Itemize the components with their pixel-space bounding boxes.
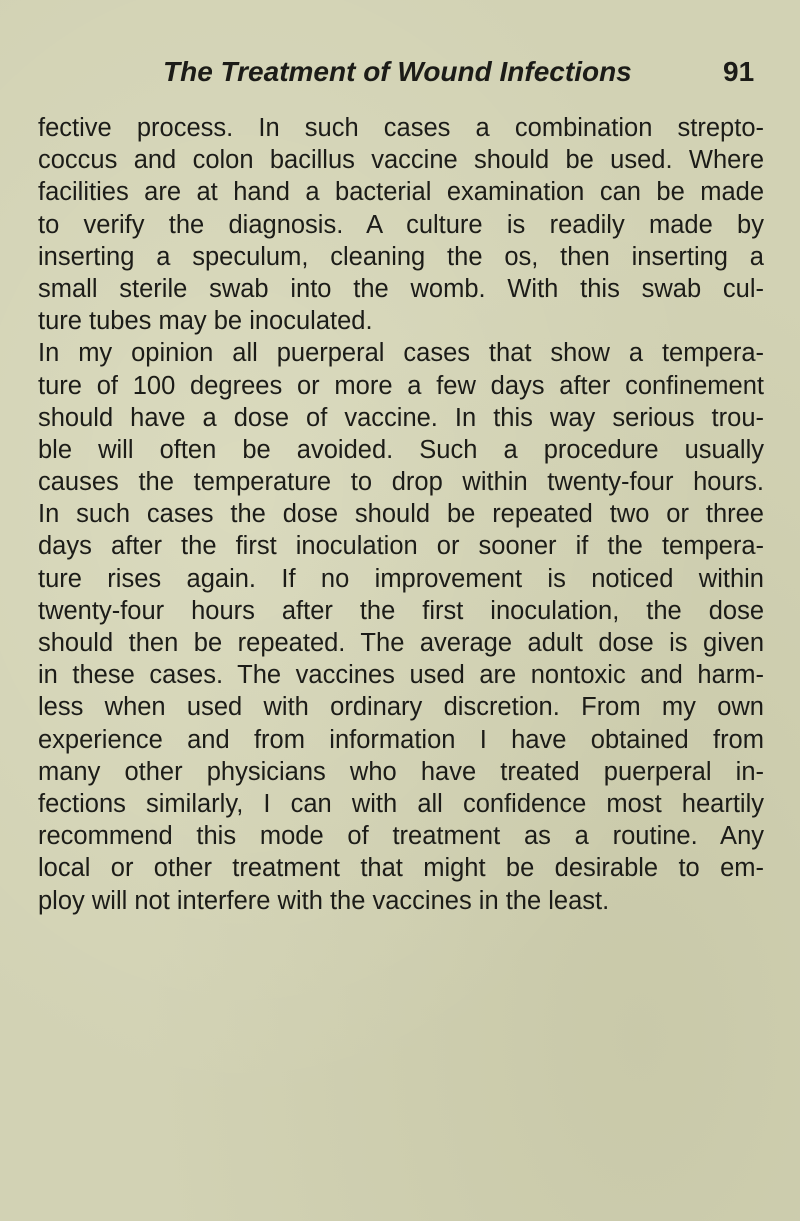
text-line: days after the first inoculation or sooner if the tempera- [38, 532, 764, 561]
text-line: facilities are at hand a bacterial examination can be made [38, 178, 764, 207]
text-line: ture tubes may be inoculated. [38, 307, 373, 336]
text-line: In my opinion all puerperal cases that show a tempera- [38, 339, 764, 368]
page-number: 91 [723, 56, 755, 87]
body-text [38, 112, 764, 917]
text-line: in these cases. The vaccines used are nontoxic and harm- [38, 661, 764, 690]
text-line: ploy will not interfere with the vaccines in the least. [38, 886, 610, 915]
text-line: twenty-four hours after the first inoculation, the dose [38, 596, 764, 625]
text-line: should have a dose of vaccine. In this way serious trou- [38, 403, 764, 432]
text-line: experience and from information I have obtained from [38, 725, 764, 754]
text-line: coccus and colon bacillus vaccine should be used. Where [38, 146, 764, 175]
text-line: recommend this mode of treatment as a routine. Any [38, 822, 764, 851]
text-line: causes the temperature to drop within twenty-four hours. [38, 468, 764, 497]
text-line: should then be repeated. The average adult dose is given [38, 629, 764, 657]
text-line: local or other treatment that might be desirable to em- [38, 854, 764, 883]
text-line: ture of 100 degrees or more a few days after confinement [38, 371, 764, 400]
text-line: less when used with ordinary discretion. From my own [38, 693, 764, 722]
text-line: small sterile swab into the womb. With this swab cul- [38, 274, 764, 303]
text-line: to verify the diagnosis. A culture is readily made by [38, 210, 764, 239]
text-line: In such cases the dose should be repeated two or three [38, 500, 764, 529]
text-line: many other physicians who have treated puerperal in- [38, 757, 764, 786]
text-line: ble will often be avoided. Such a procedure usually [38, 435, 764, 464]
text-line: fections similarly, I can with all confidence most heartily [38, 789, 764, 818]
text-line: ture rises again. If no improvement is noticed within [38, 564, 764, 593]
running-head [163, 50, 763, 94]
text-line: inserting a speculum, cleaning the os, then inserting a [38, 242, 764, 271]
running-head-title: The Treatment of Wound Infections [163, 56, 632, 87]
text-line: fective process. In such cases a combination strepto- [38, 114, 764, 142]
